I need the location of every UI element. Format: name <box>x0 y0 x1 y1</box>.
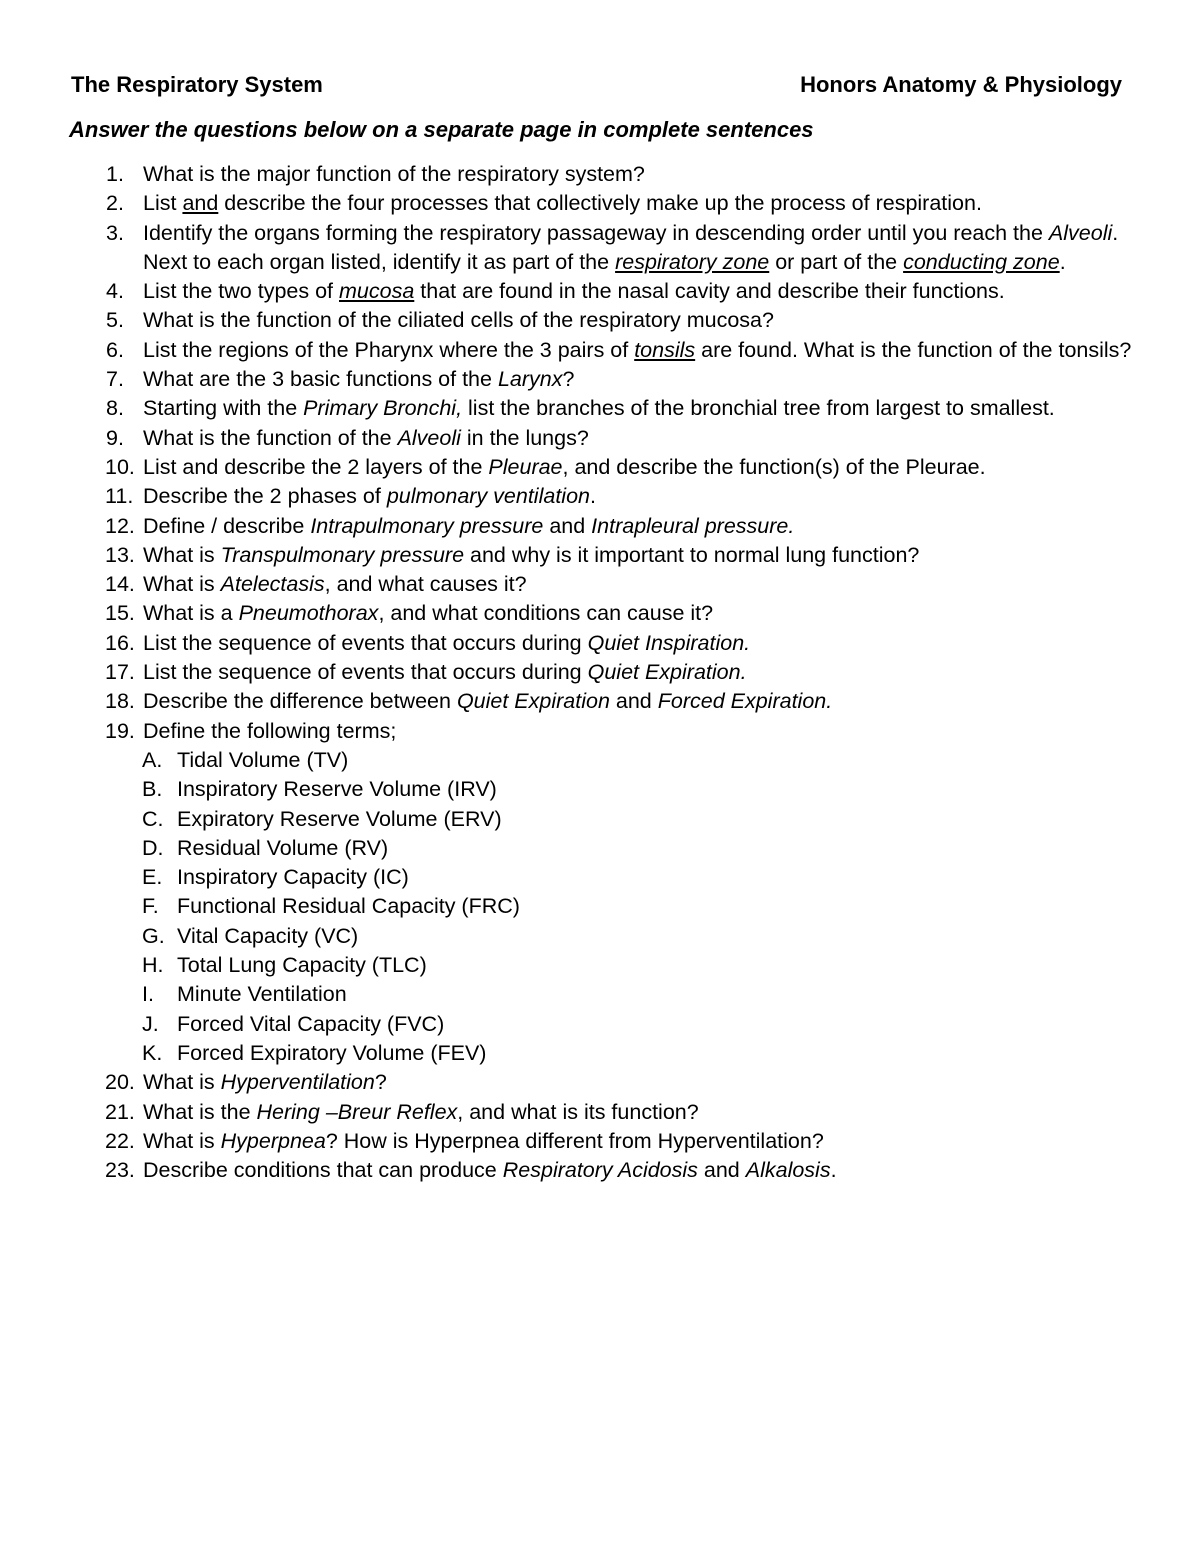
question-text-segment: Quiet Expiration. <box>587 660 747 685</box>
question-item <box>0 336 1200 365</box>
question-text-segment: . Next to each organ listed, identify it as part of the <box>143 220 1119 274</box>
question-number <box>0 336 143 365</box>
instructions: Answer the questions below on a separate page in complete sentences <box>69 117 814 142</box>
question-item <box>0 189 1200 218</box>
question-number <box>0 394 143 423</box>
term-letter: K. <box>142 1040 163 1065</box>
question-number-label: 5. <box>106 308 124 333</box>
question-item <box>0 570 1200 599</box>
question-number-label: 23. <box>105 1158 135 1183</box>
question-item <box>0 453 1200 482</box>
question-item <box>0 687 1200 716</box>
question-text-segment: What is the major function of the respiratory system? <box>143 162 645 186</box>
course-name: Honors Anatomy & Physiology <box>800 72 1122 97</box>
question-text <box>143 189 1133 218</box>
question-text-segment: ? <box>374 1070 387 1095</box>
question-text-segment: and <box>182 191 219 216</box>
question-number <box>0 629 143 658</box>
question-text <box>143 482 1133 511</box>
question-number <box>0 189 143 218</box>
question-text <box>143 453 1133 482</box>
question-text-segment: Quiet Expiration <box>456 689 610 714</box>
question-number-label: 1. <box>106 162 124 186</box>
question-text-segment: List the regions of the Pharynx where the 3 pairs of <box>143 337 635 362</box>
question-text <box>143 512 1133 541</box>
term-letter: J. <box>142 1011 159 1036</box>
question-text-segment: Starting with the <box>143 396 304 421</box>
question-text-segment: mucosa <box>339 279 415 304</box>
question-text <box>143 1127 1133 1156</box>
question-text-segment: What is <box>143 572 221 597</box>
question-number <box>0 1127 143 1156</box>
question-item <box>0 1156 1200 1185</box>
question-text-segment: List the sequence of events that occurs during <box>143 660 588 685</box>
question-item <box>0 629 1200 658</box>
term-item <box>0 1010 1200 1039</box>
question-text <box>143 1068 1133 1097</box>
question-text-segment: Atelectasis <box>220 572 325 597</box>
question-text <box>143 424 1133 453</box>
question-text-segment: Respiratory Acidosis <box>502 1158 698 1183</box>
question-text <box>143 570 1133 599</box>
question-number <box>0 424 143 453</box>
question-text-segment: Intrapulmonary pressure <box>310 513 544 538</box>
term-text: Inspiratory Capacity (IC) <box>177 865 409 890</box>
term-item <box>0 746 1200 775</box>
question-text-segment: Transpulmonary pressure <box>220 542 465 567</box>
question-text-segment: What is the <box>143 1099 257 1124</box>
question-item <box>0 277 1200 306</box>
question-item <box>0 365 1200 394</box>
term-text: Functional Residual Capacity (FRC) <box>177 894 520 919</box>
term-letter: A. <box>142 747 163 772</box>
question-text-segment: Describe the difference between <box>143 689 457 714</box>
question-number <box>0 717 143 746</box>
question-number-label: 8. <box>106 396 124 421</box>
term-item <box>0 980 1200 1009</box>
question-text-segment: Hering –Breur Reflex <box>256 1099 458 1124</box>
question-number-label: 9. <box>106 425 124 450</box>
question-item <box>0 424 1200 453</box>
question-text-segment: Hyperventilation <box>220 1070 375 1095</box>
term-item <box>0 951 1200 980</box>
question-number <box>0 1156 143 1185</box>
question-item <box>0 1098 1200 1127</box>
question-text <box>143 160 1133 189</box>
question-number <box>0 306 143 335</box>
question-text-segment: . <box>1059 249 1066 274</box>
question-text <box>143 687 1133 716</box>
question-number <box>0 658 143 687</box>
question-text-segment: Describe the 2 phases of <box>143 484 387 509</box>
question-text-segment: ? <box>562 367 575 392</box>
question-text-segment: Intrapleural pressure. <box>591 513 795 538</box>
term-letter: C. <box>142 806 164 831</box>
question-text-segment: Pneumothorax <box>238 601 379 626</box>
question-number <box>0 599 143 628</box>
question-text <box>143 277 1133 306</box>
question-text <box>143 219 1133 278</box>
question-text <box>143 1098 1133 1127</box>
term-text: Tidal Volume (TV) <box>177 747 349 772</box>
question-text-segment: and <box>543 513 592 538</box>
question-number <box>0 570 143 599</box>
question-number-label: 4. <box>106 279 124 304</box>
question-text-segment: What is <box>143 1128 221 1153</box>
question-text-segment: that are found in the nasal cavity and describe their functions. <box>414 279 1005 304</box>
question-number <box>0 365 143 394</box>
question-item <box>0 306 1200 335</box>
term-text: Forced Expiratory Volume (FEV) <box>177 1040 487 1065</box>
question-text-segment: Identify the organs forming the respiratory passageway in descending order until you reach the <box>143 220 1049 245</box>
question-number-label: 16. <box>105 630 135 655</box>
question-text-segment: Pleurae <box>488 454 563 479</box>
term-text: Residual Volume (RV) <box>177 835 389 860</box>
question-text-segment: Define the following terms; <box>143 718 397 743</box>
question-text-segment: List and describe the 2 layers of the <box>143 454 489 479</box>
question-number-label: 3. <box>106 220 124 245</box>
question-number-label: 18. <box>105 689 135 714</box>
question-item <box>0 541 1200 570</box>
question-number <box>0 453 143 482</box>
question-text <box>143 306 1133 335</box>
question-number <box>0 482 143 511</box>
question-number <box>0 1068 143 1097</box>
term-item <box>0 805 1200 834</box>
question-text <box>143 394 1133 423</box>
question-text-segment: , and what conditions can cause it? <box>378 601 714 626</box>
question-text-segment: , and what causes it? <box>324 572 527 597</box>
term-letter: D. <box>142 835 164 860</box>
question-text-segment: Alveoli <box>1048 220 1113 245</box>
term-item <box>0 922 1200 951</box>
question-text-segment: What is <box>143 1070 221 1095</box>
question-item <box>0 160 1200 189</box>
question-number-label: 14. <box>105 572 135 597</box>
question-item <box>0 1127 1200 1156</box>
question-number <box>0 277 143 306</box>
question-number <box>0 687 143 716</box>
question-text-segment: in the lungs? <box>460 425 589 450</box>
document-title: The Respiratory System <box>71 72 323 97</box>
question-item <box>0 658 1200 687</box>
question-item <box>0 1068 1200 1097</box>
term-text: Total Lung Capacity (TLC) <box>177 953 427 978</box>
question-number-label: 15. <box>105 601 135 626</box>
question-text <box>143 717 1133 746</box>
question-text-segment: . <box>830 1158 837 1183</box>
term-text: Inspiratory Reserve Volume (IRV) <box>177 777 497 802</box>
question-number <box>0 1098 143 1127</box>
question-number <box>0 219 143 248</box>
term-letter: B. <box>142 777 163 802</box>
question-number <box>0 160 143 189</box>
question-number-label: 11. <box>105 484 134 509</box>
question-number-label: 7. <box>106 367 124 392</box>
question-text-segment: are found. What is the function of the tonsils? <box>695 337 1132 362</box>
question-text-segment: pulmonary ventilation <box>386 484 590 509</box>
question-item <box>0 219 1200 278</box>
question-text-segment: Describe conditions that can produce <box>143 1158 503 1183</box>
question-text-segment: tonsils <box>634 337 696 362</box>
term-letter: E. <box>142 865 163 890</box>
question-text-segment: Alveoli <box>397 425 461 450</box>
question-text-segment: Quiet Inspiration. <box>587 630 751 655</box>
question-text-segment: , and what is its function? <box>457 1099 699 1124</box>
question-number-label: 10. <box>105 454 135 479</box>
question-text-segment: . <box>589 484 596 509</box>
question-text <box>143 629 1133 658</box>
term-letter: I. <box>142 982 154 1007</box>
question-text-segment: What are the 3 basic functions of the <box>143 367 498 392</box>
question-number-label: 6. <box>106 337 124 362</box>
question-number-label: 2. <box>106 191 124 216</box>
question-text-segment: and why is it important to normal lung function? <box>464 542 920 567</box>
question-text <box>143 658 1133 687</box>
question-text-segment: Define / describe <box>143 513 311 538</box>
question-text-segment: What is a <box>143 601 239 626</box>
question-text-segment: What is the function of the ciliated cells of the respiratory mucosa? <box>143 308 774 333</box>
term-text: Expiratory Reserve Volume (ERV) <box>177 806 502 831</box>
question-text-segment: List <box>143 191 183 216</box>
question-text-segment: What is <box>143 542 221 567</box>
question-text-segment: List the two types of <box>143 279 339 304</box>
question-item <box>0 717 1200 746</box>
question-text <box>143 541 1133 570</box>
question-text <box>143 599 1133 628</box>
question-text-segment: ? How is Hyperpnea different from Hyperventilation? <box>325 1128 824 1153</box>
question-text-segment: describe the four processes that collectively make up the process of respiration. <box>218 191 982 216</box>
question-text-segment: and <box>609 689 658 714</box>
term-item <box>0 863 1200 892</box>
question-text-segment: , and describe the function(s) of the Pleurae. <box>562 454 986 479</box>
page-header <box>71 72 1122 98</box>
question-number-label: 12. <box>105 513 135 538</box>
question-number-label: 20. <box>105 1070 135 1095</box>
question-item <box>0 599 1200 628</box>
question-number-label: 19. <box>105 718 135 743</box>
question-text-segment: respiratory zone <box>615 249 770 274</box>
term-item <box>0 1039 1200 1068</box>
question-number <box>0 541 143 570</box>
question-text-segment: What is the function of the <box>143 425 398 450</box>
question-number-label: 13. <box>105 542 135 567</box>
question-text-segment: conducting zone <box>903 249 1060 274</box>
question-text-segment: Larynx <box>497 367 563 392</box>
question-item <box>0 512 1200 541</box>
question-number <box>0 512 143 541</box>
question-text-segment: Forced Expiration. <box>657 689 833 714</box>
term-letter: F. <box>142 894 159 919</box>
term-text: Minute Ventilation <box>177 982 347 1007</box>
question-text-segment: List the sequence of events that occurs during <box>143 630 588 655</box>
question-list <box>0 160 1200 1185</box>
question-text-segment: or part of the <box>769 249 904 274</box>
term-letter: H. <box>142 953 164 978</box>
term-item <box>0 892 1200 921</box>
term-item <box>0 834 1200 863</box>
term-text: Forced Vital Capacity (FVC) <box>177 1011 445 1036</box>
question-item <box>0 482 1200 511</box>
term-item <box>0 775 1200 804</box>
question-number-label: 21. <box>105 1099 135 1124</box>
question-text <box>143 365 1133 394</box>
term-text: Vital Capacity (VC) <box>177 923 359 948</box>
question-number-label: 17. <box>105 660 135 685</box>
question-text-segment: and <box>697 1158 746 1183</box>
question-text-segment: Primary Bronchi, <box>303 396 463 421</box>
question-text <box>143 336 1133 365</box>
question-text-segment: list the branches of the bronchial tree from largest to smallest. <box>462 396 1055 421</box>
term-letter: G. <box>142 923 165 948</box>
question-text-segment: Alkalosis <box>745 1158 831 1183</box>
question-text-segment: Hyperpnea <box>220 1128 326 1153</box>
question-text <box>143 1156 1133 1185</box>
question-number-label: 22. <box>105 1128 135 1153</box>
question-item <box>0 394 1200 423</box>
